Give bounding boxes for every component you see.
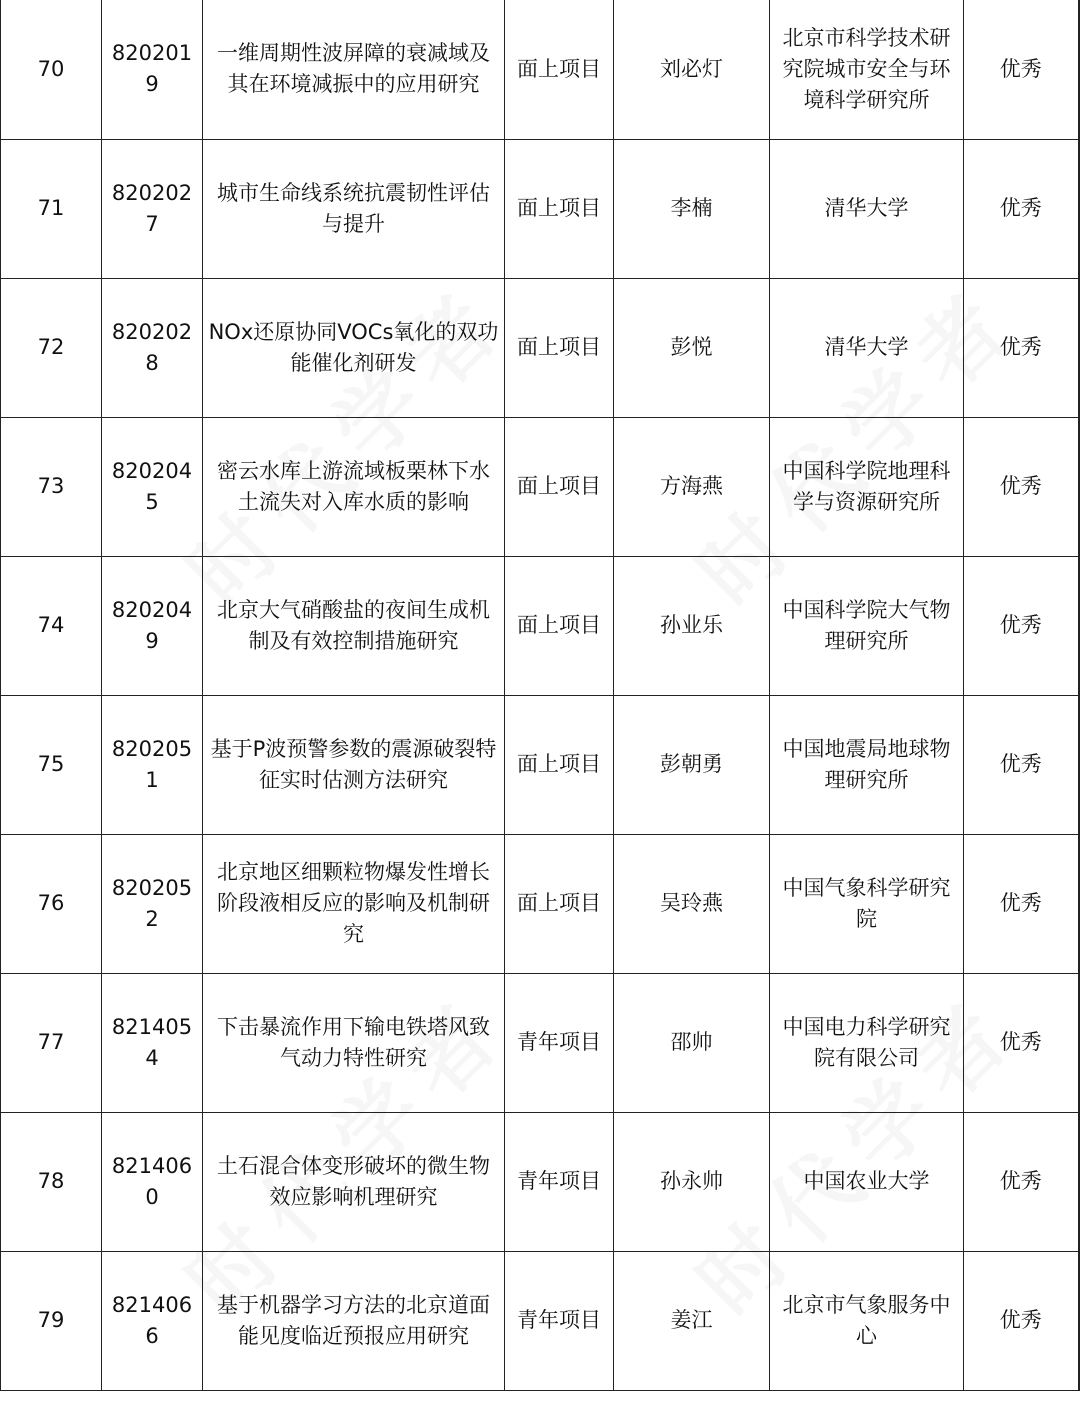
cell-principal-investigator: 姜江: [614, 1251, 770, 1390]
cell-rating: 优秀: [964, 417, 1079, 556]
cell-project-title: NOx还原协同VOCs氧化的双功能催化剂研发: [203, 278, 505, 417]
table-row: [1, 695, 1079, 834]
cell-project-type: 面上项目: [505, 695, 614, 834]
cell-principal-investigator: 刘必灯: [614, 0, 770, 139]
cell-index: 77: [1, 973, 102, 1112]
cell-project-title: 土石混合体变形破坏的微生物效应影响机理研究: [203, 1112, 505, 1251]
cell-project-code: 8202027: [102, 139, 203, 278]
cell-rating: 优秀: [964, 1112, 1079, 1251]
cell-principal-investigator: 吴玲燕: [614, 834, 770, 973]
cell-organization: 清华大学: [770, 278, 964, 417]
cell-project-code: 8202049: [102, 556, 203, 695]
cell-rating: 优秀: [964, 139, 1079, 278]
cell-project-type: 青年项目: [505, 1112, 614, 1251]
cell-rating: 优秀: [964, 556, 1079, 695]
cell-project-code: 8214054: [102, 973, 203, 1112]
cell-project-title: 下击暴流作用下输电铁塔风致气动力特性研究: [203, 973, 505, 1112]
cell-project-type: 面上项目: [505, 556, 614, 695]
table-row: [1, 0, 1079, 139]
cell-organization: 中国农业大学: [770, 1112, 964, 1251]
table-row: [1, 834, 1079, 973]
table-row: [1, 1251, 1079, 1390]
cell-index: 78: [1, 1112, 102, 1251]
cell-project-type: 面上项目: [505, 278, 614, 417]
cell-index: 79: [1, 1251, 102, 1390]
cell-rating: 优秀: [964, 834, 1079, 973]
cell-project-code: 8202028: [102, 278, 203, 417]
cell-organization: 清华大学: [770, 139, 964, 278]
cell-rating: 优秀: [964, 278, 1079, 417]
cell-project-code: 8202019: [102, 0, 203, 139]
cell-principal-investigator: 彭悦: [614, 278, 770, 417]
cell-project-type: 面上项目: [505, 417, 614, 556]
cell-project-title: 基于P波预警参数的震源破裂特征实时估测方法研究: [203, 695, 505, 834]
table-row: [1, 556, 1079, 695]
cell-project-code: 8214066: [102, 1251, 203, 1390]
cell-organization: 中国气象科学研究院: [770, 834, 964, 973]
cell-project-title: 密云水库上游流域板栗林下水土流失对入库水质的影响: [203, 417, 505, 556]
table-row: [1, 1112, 1079, 1251]
cell-principal-investigator: 孙永帅: [614, 1112, 770, 1251]
cell-index: 71: [1, 139, 102, 278]
cell-project-code: 8214060: [102, 1112, 203, 1251]
table-row: [1, 417, 1079, 556]
cell-rating: 优秀: [964, 1251, 1079, 1390]
cell-project-code: 8202051: [102, 695, 203, 834]
cell-project-type: 面上项目: [505, 139, 614, 278]
cell-rating: 优秀: [964, 0, 1079, 139]
cell-index: 72: [1, 278, 102, 417]
cell-rating: 优秀: [964, 973, 1079, 1112]
cell-organization: 中国科学院地理科学与资源研究所: [770, 417, 964, 556]
cell-project-type: 面上项目: [505, 834, 614, 973]
cell-index: 73: [1, 417, 102, 556]
table-row: [1, 278, 1079, 417]
cell-organization: 中国科学院大气物理研究所: [770, 556, 964, 695]
cell-principal-investigator: 李楠: [614, 139, 770, 278]
cell-organization: 中国地震局地球物理研究所: [770, 695, 964, 834]
cell-organization: 北京市气象服务中心: [770, 1251, 964, 1390]
cell-principal-investigator: 邵帅: [614, 973, 770, 1112]
cell-project-type: 面上项目: [505, 0, 614, 139]
cell-project-title: 北京大气硝酸盐的夜间生成机制及有效控制措施研究: [203, 556, 505, 695]
cell-rating: 优秀: [964, 695, 1079, 834]
cell-project-title: 基于机器学习方法的北京道面能见度临近预报应用研究: [203, 1251, 505, 1390]
cell-index: 70: [1, 0, 102, 139]
table-row: [1, 973, 1079, 1112]
cell-project-code: 8202052: [102, 834, 203, 973]
cell-organization: 北京市科学技术研究院城市安全与环境科学研究所: [770, 0, 964, 139]
cell-organization: 中国电力科学研究院有限公司: [770, 973, 964, 1112]
cell-principal-investigator: 方海燕: [614, 417, 770, 556]
cell-project-type: 青年项目: [505, 1251, 614, 1390]
cell-project-title: 一维周期性波屏障的衰减域及其在环境减振中的应用研究: [203, 0, 505, 139]
cell-index: 74: [1, 556, 102, 695]
cell-project-title: 北京地区细颗粒物爆发性增长阶段液相反应的影响及机制研究: [203, 834, 505, 973]
table-row: [1, 139, 1079, 278]
cell-project-title: 城市生命线系统抗震韧性评估与提升: [203, 139, 505, 278]
table-body: [1, 0, 1079, 1390]
cell-index: 75: [1, 695, 102, 834]
cell-principal-investigator: 孙业乐: [614, 556, 770, 695]
cell-principal-investigator: 彭朝勇: [614, 695, 770, 834]
cell-project-type: 青年项目: [505, 973, 614, 1112]
cell-index: 76: [1, 834, 102, 973]
cell-project-code: 8202045: [102, 417, 203, 556]
